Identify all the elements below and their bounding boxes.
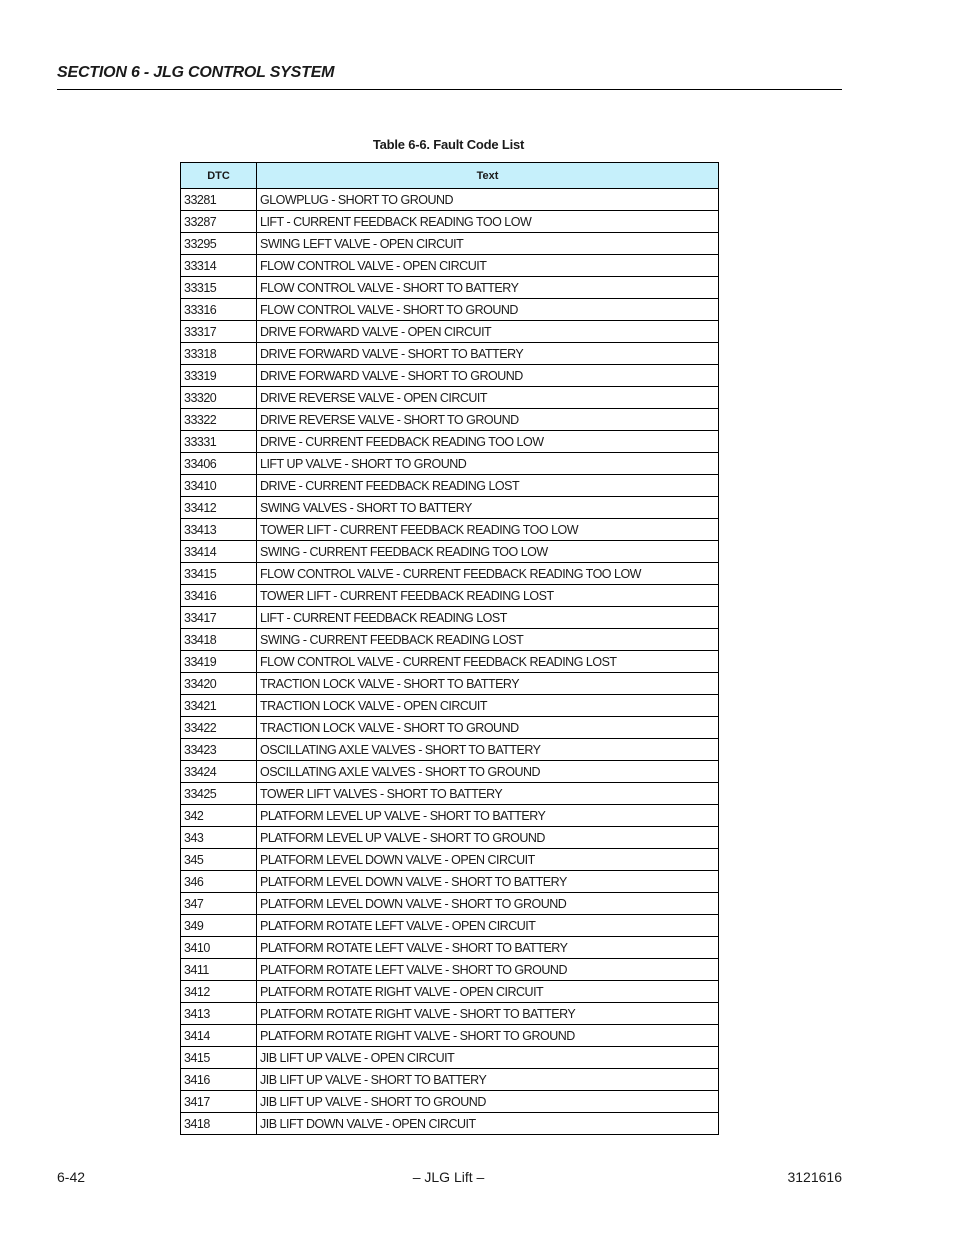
header-divider xyxy=(57,89,842,90)
fault-text-cell: DRIVE - CURRENT FEEDBACK READING LOST xyxy=(257,475,719,497)
dtc-cell: 33420 xyxy=(181,673,257,695)
dtc-cell: 3416 xyxy=(181,1069,257,1091)
table-row xyxy=(181,937,719,959)
fault-text-cell: JIB LIFT UP VALVE - SHORT TO BATTERY xyxy=(257,1069,719,1091)
footer-publisher: – JLG Lift – xyxy=(412,1169,485,1185)
dtc-cell: 33423 xyxy=(181,739,257,761)
dtc-cell: 33425 xyxy=(181,783,257,805)
table-body xyxy=(181,189,719,1135)
fault-text-cell: SWING LEFT VALVE - OPEN CIRCUIT xyxy=(257,233,719,255)
fault-text-cell: TRACTION LOCK VALVE - SHORT TO GROUND xyxy=(257,717,719,739)
table-row xyxy=(181,849,719,871)
dtc-cell: 33320 xyxy=(181,387,257,409)
table-row xyxy=(181,189,719,211)
table-row xyxy=(181,431,719,453)
dtc-cell: 33314 xyxy=(181,255,257,277)
dtc-cell: 33415 xyxy=(181,563,257,585)
table-row xyxy=(181,739,719,761)
dtc-cell: 343 xyxy=(181,827,257,849)
dtc-cell: 33315 xyxy=(181,277,257,299)
dtc-cell: 33412 xyxy=(181,497,257,519)
table-row xyxy=(181,981,719,1003)
table-row xyxy=(181,629,719,651)
dtc-cell: 3414 xyxy=(181,1025,257,1047)
table-row xyxy=(181,783,719,805)
table-row xyxy=(181,673,719,695)
table-row xyxy=(181,1091,719,1113)
fault-text-cell: FLOW CONTROL VALVE - SHORT TO BATTERY xyxy=(257,277,719,299)
table-header-row xyxy=(181,163,719,189)
dtc-cell: 33416 xyxy=(181,585,257,607)
fault-text-cell: TOWER LIFT VALVES - SHORT TO BATTERY xyxy=(257,783,719,805)
fault-text-cell: PLATFORM ROTATE RIGHT VALVE - SHORT TO GROUND xyxy=(257,1025,719,1047)
dtc-cell: 33418 xyxy=(181,629,257,651)
fault-text-cell: DRIVE - CURRENT FEEDBACK READING TOO LOW xyxy=(257,431,719,453)
fault-text-cell: PLATFORM LEVEL UP VALVE - SHORT TO GROUND xyxy=(257,827,719,849)
fault-text-cell: FLOW CONTROL VALVE - OPEN CIRCUIT xyxy=(257,255,719,277)
dtc-cell: 33331 xyxy=(181,431,257,453)
dtc-cell: 33281 xyxy=(181,189,257,211)
dtc-cell: 33413 xyxy=(181,519,257,541)
table-row xyxy=(181,563,719,585)
dtc-cell: 33414 xyxy=(181,541,257,563)
fault-text-cell: PLATFORM ROTATE LEFT VALVE - SHORT TO GROUND xyxy=(257,959,719,981)
fault-text-cell: JIB LIFT UP VALVE - OPEN CIRCUIT xyxy=(257,1047,719,1069)
dtc-cell: 347 xyxy=(181,893,257,915)
fault-text-cell: PLATFORM LEVEL DOWN VALVE - SHORT TO GROUND xyxy=(257,893,719,915)
page-number: 6-42 xyxy=(57,1169,86,1185)
dtc-cell: 349 xyxy=(181,915,257,937)
table-row xyxy=(181,915,719,937)
table-row xyxy=(181,475,719,497)
table-row xyxy=(181,343,719,365)
table-row xyxy=(181,409,719,431)
fault-text-cell: TRACTION LOCK VALVE - SHORT TO BATTERY xyxy=(257,673,719,695)
dtc-cell: 33410 xyxy=(181,475,257,497)
table-row xyxy=(181,607,719,629)
table-row xyxy=(181,365,719,387)
table-row xyxy=(181,299,719,321)
table-row xyxy=(181,717,719,739)
fault-text-cell: PLATFORM ROTATE LEFT VALVE - OPEN CIRCUIT xyxy=(257,915,719,937)
dtc-cell: 33295 xyxy=(181,233,257,255)
dtc-cell: 342 xyxy=(181,805,257,827)
table-row xyxy=(181,1047,719,1069)
table-row xyxy=(181,233,719,255)
fault-code-table xyxy=(180,162,719,1135)
table-row xyxy=(181,1113,719,1135)
dtc-cell: 33287 xyxy=(181,211,257,233)
fault-text-cell: FLOW CONTROL VALVE - SHORT TO GROUND xyxy=(257,299,719,321)
dtc-cell: 33316 xyxy=(181,299,257,321)
dtc-cell: 3418 xyxy=(181,1113,257,1135)
document-number: 3121616 xyxy=(787,1169,842,1185)
fault-text-cell: DRIVE FORWARD VALVE - OPEN CIRCUIT xyxy=(257,321,719,343)
table-row xyxy=(181,1003,719,1025)
table-row xyxy=(181,277,719,299)
dtc-cell: 33322 xyxy=(181,409,257,431)
table-row xyxy=(181,453,719,475)
fault-text-cell: PLATFORM ROTATE RIGHT VALVE - SHORT TO BATTERY xyxy=(257,1003,719,1025)
dtc-cell: 3412 xyxy=(181,981,257,1003)
fault-text-cell: FLOW CONTROL VALVE - CURRENT FEEDBACK READING TOO LOW xyxy=(257,563,719,585)
fault-text-cell: TOWER LIFT - CURRENT FEEDBACK READING TOO LOW xyxy=(257,519,719,541)
dtc-cell: 3415 xyxy=(181,1047,257,1069)
dtc-cell: 33422 xyxy=(181,717,257,739)
fault-text-cell: PLATFORM ROTATE LEFT VALVE - SHORT TO BATTERY xyxy=(257,937,719,959)
dtc-cell: 33319 xyxy=(181,365,257,387)
dtc-cell: 3411 xyxy=(181,959,257,981)
dtc-cell: 33424 xyxy=(181,761,257,783)
fault-text-cell: PLATFORM LEVEL DOWN VALVE - SHORT TO BATTERY xyxy=(257,871,719,893)
fault-text-cell: PLATFORM ROTATE RIGHT VALVE - OPEN CIRCUIT xyxy=(257,981,719,1003)
table-row xyxy=(181,893,719,915)
table-row xyxy=(181,805,719,827)
section-title: SECTION 6 - JLG CONTROL SYSTEM xyxy=(57,64,335,81)
fault-text-cell: SWING - CURRENT FEEDBACK READING LOST xyxy=(257,629,719,651)
column-header-dtc: DTC xyxy=(181,163,257,189)
dtc-cell: 33406 xyxy=(181,453,257,475)
fault-text-cell: LIFT - CURRENT FEEDBACK READING LOST xyxy=(257,607,719,629)
fault-text-cell: OSCILLATING AXLE VALVES - SHORT TO BATTERY xyxy=(257,739,719,761)
dtc-cell: 3417 xyxy=(181,1091,257,1113)
dtc-cell: 3410 xyxy=(181,937,257,959)
dtc-cell: 33417 xyxy=(181,607,257,629)
fault-text-cell: DRIVE FORWARD VALVE - SHORT TO GROUND xyxy=(257,365,719,387)
fault-text-cell: LIFT - CURRENT FEEDBACK READING TOO LOW xyxy=(257,211,719,233)
table-row xyxy=(181,1025,719,1047)
table-row xyxy=(181,761,719,783)
table-row xyxy=(181,255,719,277)
table-row xyxy=(181,321,719,343)
fault-text-cell: TRACTION LOCK VALVE - OPEN CIRCUIT xyxy=(257,695,719,717)
fault-text-cell: GLOWPLUG - SHORT TO GROUND xyxy=(257,189,719,211)
table-row xyxy=(181,651,719,673)
dtc-cell: 33318 xyxy=(181,343,257,365)
table-row xyxy=(181,585,719,607)
table-row xyxy=(181,695,719,717)
column-header-text: Text xyxy=(257,163,719,189)
fault-text-cell: JIB LIFT DOWN VALVE - OPEN CIRCUIT xyxy=(257,1113,719,1135)
dtc-cell: 33317 xyxy=(181,321,257,343)
dtc-cell: 3413 xyxy=(181,1003,257,1025)
table-row xyxy=(181,211,719,233)
table-row xyxy=(181,387,719,409)
table-row xyxy=(181,497,719,519)
dtc-cell: 33421 xyxy=(181,695,257,717)
table-row xyxy=(181,959,719,981)
fault-text-cell: DRIVE REVERSE VALVE - OPEN CIRCUIT xyxy=(257,387,719,409)
fault-text-cell: DRIVE REVERSE VALVE - SHORT TO GROUND xyxy=(257,409,719,431)
table-row xyxy=(181,827,719,849)
fault-text-cell: TOWER LIFT - CURRENT FEEDBACK READING LOST xyxy=(257,585,719,607)
fault-text-cell: PLATFORM LEVEL DOWN VALVE - OPEN CIRCUIT xyxy=(257,849,719,871)
table-row xyxy=(181,1069,719,1091)
fault-text-cell: SWING - CURRENT FEEDBACK READING TOO LOW xyxy=(257,541,719,563)
fault-text-cell: DRIVE FORWARD VALVE - SHORT TO BATTERY xyxy=(257,343,719,365)
dtc-cell: 345 xyxy=(181,849,257,871)
table-row xyxy=(181,541,719,563)
table-row xyxy=(181,871,719,893)
fault-text-cell: LIFT UP VALVE - SHORT TO GROUND xyxy=(257,453,719,475)
dtc-cell: 346 xyxy=(181,871,257,893)
dtc-cell: 33419 xyxy=(181,651,257,673)
fault-text-cell: JIB LIFT UP VALVE - SHORT TO GROUND xyxy=(257,1091,719,1113)
fault-text-cell: OSCILLATING AXLE VALVES - SHORT TO GROUND xyxy=(257,761,719,783)
table-row xyxy=(181,519,719,541)
fault-text-cell: PLATFORM LEVEL UP VALVE - SHORT TO BATTERY xyxy=(257,805,719,827)
fault-text-cell: SWING VALVES - SHORT TO BATTERY xyxy=(257,497,719,519)
fault-text-cell: FLOW CONTROL VALVE - CURRENT FEEDBACK READING LOST xyxy=(257,651,719,673)
table-title: Table 6-6. Fault Code List xyxy=(372,137,525,152)
